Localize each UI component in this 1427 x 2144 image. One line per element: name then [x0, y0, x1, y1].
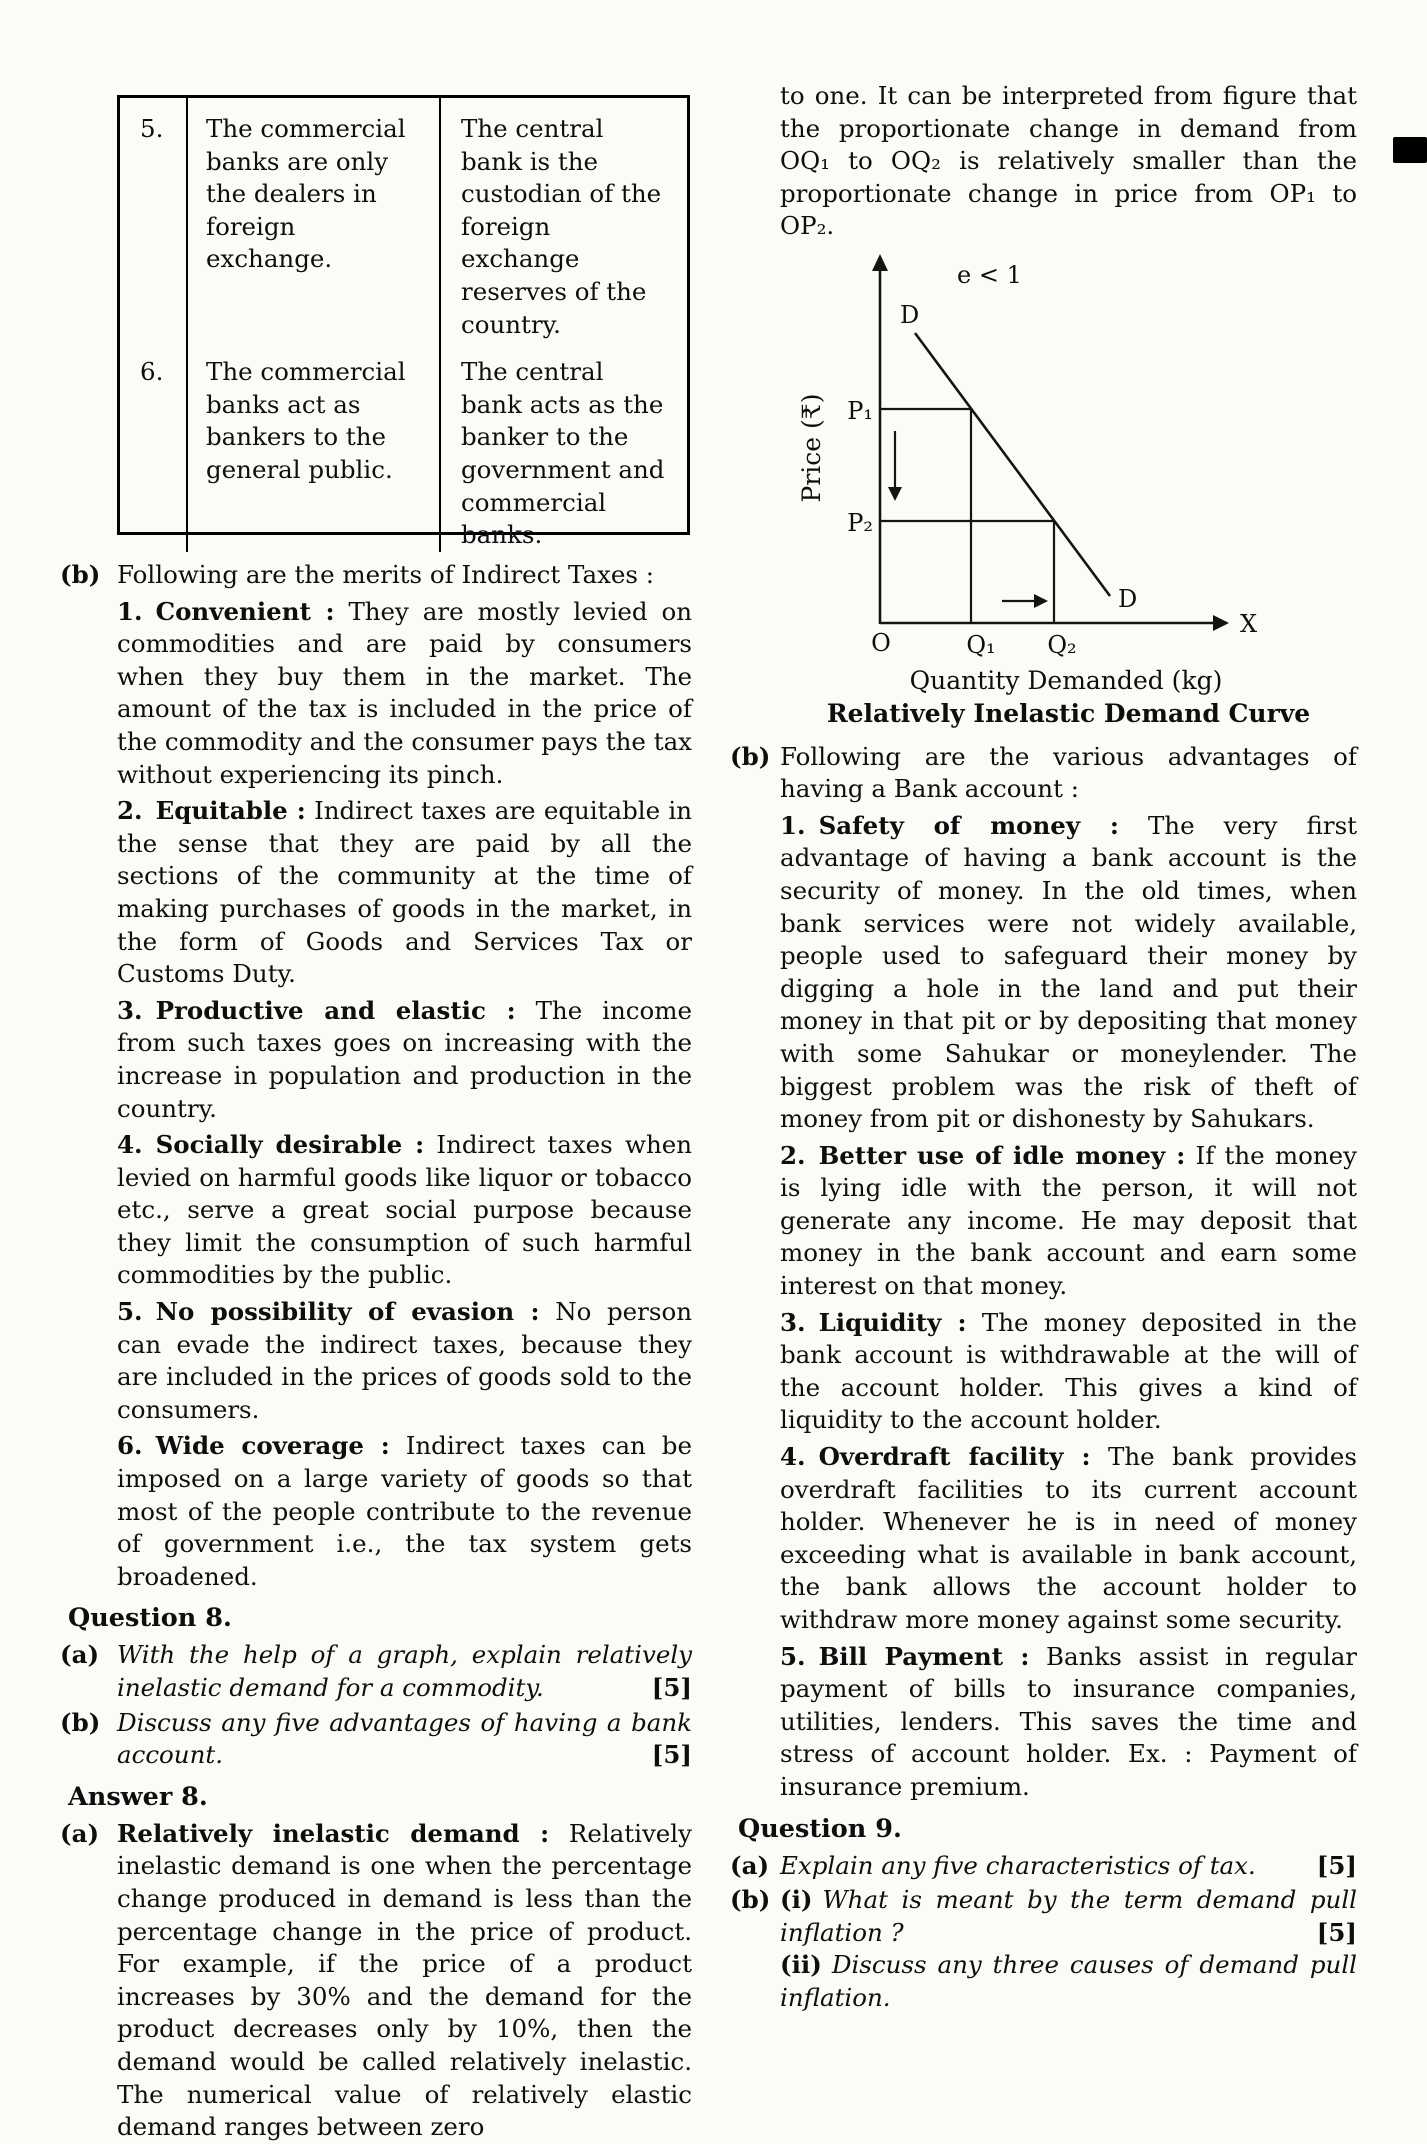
merit-item-3: 3. Productive and elastic : The income from such taxes goes on increasing with the increase in population and production in the country.	[117, 995, 692, 1123]
marks-badge: [5]	[651, 1673, 692, 1702]
advantage-text: The very first advantage of having a bank account is the security of money. In the old times, when bank services were not widely available, people used to safeguard their money by digging a hole in the land and put their money in that pit or by depositing that money with some Sahukar or moneylender. The biggest problem was the risk of theft of money from pit or dishonesty by Sahukars.	[780, 810, 1357, 1134]
merit-text: No person can evade the indirect taxes, because they are included in the prices of goods sold to the consumers.	[117, 1297, 692, 1424]
question9-b-i	[780, 1884, 1357, 1949]
advantage-text: If the money is lying idle with the person, it will not generate any income. He may deposit that money in the bank account and earn some interest on that money.	[780, 1140, 1357, 1301]
question9-part-a	[730, 1850, 1357, 1883]
merit-text: Indirect taxes are equitable in the sense that they are paid by all the sections of the community at the time of making purchases of goods in the market, in the form of Goods and Services Tax or Customs Duty.	[117, 796, 692, 989]
table-row	[120, 341, 687, 552]
q2-label: Q₂	[1047, 630, 1077, 659]
table-cell-commercial-banks: The commercial banks are only the dealers in foreign exchange.	[186, 98, 439, 341]
merit-text: The income from such taxes goes on increasing with the increase in population and production in the country.	[117, 995, 692, 1123]
answer8-a-text: Relatively inelastic demand is one when the percentage change produced in demand is less than the percentage change in the price of product. For example, if the price of a product increases by 30% and the demand for the product decreases only by 10%, then the demand would be called relatively inelastic. The numerical value of relatively elastic demand ranges between zero	[117, 1818, 692, 2142]
advantages-intro: Following are the various advantages of having a Bank account :	[780, 741, 1357, 804]
demand-label-top: D	[900, 300, 920, 329]
answer8-part-a	[60, 1818, 692, 2144]
demand-label-bottom: D	[1118, 584, 1138, 613]
advantages-section	[730, 741, 1357, 1804]
y-axis-arrowhead	[872, 254, 888, 271]
y-axis-title: Price (₹)	[797, 393, 826, 503]
advantage-item-1: 1. Safety of money : The very first advantage of having a bank account is the security of money. In the old times, when bank services were not widely available, people used to safeguard their money by digging a hole in the land and put their money in that pit or by depositing that money with some Sahukar or moneylender. The biggest problem was the risk of theft of money from pit or dishonesty by Sahukars.	[780, 810, 1357, 1134]
answer8-heading: Answer 8.	[68, 1781, 208, 1812]
x-axis-title: Quantity Demanded (kg)	[909, 665, 1223, 695]
question9-b-ii	[780, 1949, 1357, 2014]
marks-badge: [5]	[1316, 1850, 1357, 1880]
question9-a-text: Explain any five characteristics of tax.	[780, 1850, 1256, 1880]
right-column	[730, 80, 1357, 2015]
table-row-number: 6.	[140, 357, 164, 387]
part-a-label: (a)	[60, 1640, 100, 1670]
advantage-item-2: 2. Better use of idle money : If the money is lying idle with the person, it will not generate any income. He may deposit that money in the bank account and earn some interest on that money.	[780, 1140, 1357, 1301]
question9-part-b	[730, 1884, 1357, 2014]
question8-b-text: Discuss any five advantages of having a bank account.	[117, 1707, 692, 1770]
quantity-rise-arrowhead	[1034, 594, 1048, 608]
question8-a-text: With the help of a graph, explain relatively inelastic demand for a commodity.	[117, 1640, 692, 1702]
advantage-text: The money deposited in the bank account is withdrawable at the will of the account holder. This gives a kind of liquidity to the account holder.	[780, 1307, 1357, 1435]
demand-curve-line	[915, 333, 1110, 596]
table-cell-commercial-banks: The commercial banks act as bankers to the general public.	[186, 341, 439, 552]
merit-item-6: 6. Wide coverage : Indirect taxes can be imposed on a large variety of goods so that most of the people contribute to the revenue of government i.e., the tax system gets broadened.	[117, 1431, 692, 1591]
advantage-text: Banks assist in regular payment of bills to insurance companies, utilities, lenders. This saves the time and stress of account holder. Ex. : Payment of insurance premium.	[780, 1641, 1358, 1801]
question8-part-a	[60, 1639, 692, 1704]
question9-b-i-text: What is meant by the term demand pull inflation ?	[780, 1885, 1357, 1947]
q1-label: Q₁	[966, 630, 996, 659]
question9-heading: Question 9.	[738, 1813, 902, 1844]
p1-label: P₁	[847, 396, 873, 425]
merits-intro: Following are the merits of Indirect Taxes :	[117, 560, 655, 589]
price-fall-arrowhead	[888, 487, 902, 501]
merit-text: Indirect taxes when levied on harmful goods like liquor or tobacco etc., serve a great social purpose because they limit the consumption of such harmful commodities by the public.	[117, 1130, 693, 1290]
figure-caption: Relatively Inelastic Demand Curve	[826, 698, 1311, 728]
merit-item-4: 4. Socially desirable : Indirect taxes when levied on harmful goods like liquor or tobacco etc., serve a great social purpose because they limit the consumption of such harmful commodities by the public.	[117, 1130, 693, 1290]
part-b-label: (b)	[730, 741, 771, 771]
advantage-text: The bank provides overdraft facilities to its current account holder. Whenever he is in need of money exceeding what is available in bank account, the bank allows the account holder to withdraw more money against some security.	[780, 1442, 1358, 1634]
merit-item-2: 2. Equitable : Indirect taxes are equitable in the sense that they are paid by all the sections of the community at the time of making purchases of goods in the market, in the form of Goods and Services Tax or Customs Duty.	[117, 796, 692, 989]
answer8-a-continuation: to one. It can be interpreted from figure that the proportionate change in demand from OQ₁ to OQ₂ is relatively smaller than the proportionate change in price from OP₁ to OP₂.	[780, 81, 1357, 241]
comparison-table	[117, 95, 690, 550]
x-end-label: X	[1240, 609, 1258, 638]
merit-item-5: 5. No possibility of evasion : No person can evade the indirect taxes, because they are included in the prices of goods sold to the consumers.	[117, 1297, 692, 1424]
scan-artifact	[1393, 137, 1427, 163]
question8-heading: Question 8.	[68, 1603, 232, 1634]
advantage-item-3: 3. Liquidity : The money deposited in the bank account is withdrawable at the will of the account holder. This gives a kind of liquidity to the account holder.	[780, 1307, 1357, 1435]
demand-curve-graph	[780, 251, 1340, 696]
answer8-a-lead: Relatively inelastic demand :	[117, 1818, 550, 1848]
part-b-label: (b)	[730, 1885, 771, 1915]
table-cell-central-bank: The central bank is the custodian of the foreign exchange reserves of the country.	[439, 98, 687, 341]
origin-label: O	[871, 628, 891, 657]
marks-badge: [5]	[1316, 1917, 1357, 1947]
table-cell-central-bank: The central bank acts as the banker to the government and commercial banks.	[439, 341, 687, 552]
merits-section	[60, 559, 692, 1593]
answer8-a-paragraph	[117, 1818, 692, 2144]
elasticity-label: e < 1	[957, 260, 1022, 289]
merit-item-1: 1. Convenient : They are mostly levied on commodities and are paid by consumers when they buy them in the market. The amount of the tax is included in the price of the commodity and the consumer pays the tax without experiencing its pinch.	[117, 596, 693, 789]
left-column	[60, 95, 692, 2144]
merit-text: Indirect taxes can be imposed on a large variety of goods so that most of the people contribute to the revenue of government i.e., the tax system gets broadened.	[117, 1431, 692, 1591]
advantage-item-5: 5. Bill Payment : Banks assist in regular payment of bills to insurance companies, utilities, lenders. This saves the time and stress of account holder. Ex. : Payment of insurance premium.	[780, 1641, 1358, 1801]
table-row-number: 5.	[140, 114, 164, 143]
question9-b-ii-text: Discuss any three causes of demand pull inflation.	[780, 1950, 1357, 2012]
x-axis-arrowhead	[1213, 615, 1229, 631]
demand-curve-figure	[780, 251, 1357, 696]
part-a-label: (a)	[60, 1818, 100, 1848]
sub-i-label: (i)	[780, 1885, 813, 1915]
question8-part-b	[60, 1707, 692, 1772]
sub-ii-label: (ii)	[780, 1950, 822, 1980]
marks-badge: [5]	[651, 1740, 692, 1770]
p2-label: P₂	[847, 508, 873, 537]
table-row	[120, 98, 687, 341]
advantage-item-4: 4. Overdraft facility : The bank provides overdraft facilities to its current account holder. Whenever he is in need of money exceeding what is available in bank account, the bank allows the account holder to withdraw more money against some security.	[780, 1442, 1358, 1634]
part-a-label: (a)	[730, 1850, 770, 1880]
merit-text: They are mostly levied on commodities and are paid by consumers when they buy them in the market. The amount of the tax is included in the price of the commodity and the consumer pays the tax without experiencing its pinch.	[117, 596, 693, 789]
part-b-label: (b)	[60, 560, 101, 589]
part-b-label: (b)	[60, 1707, 101, 1737]
